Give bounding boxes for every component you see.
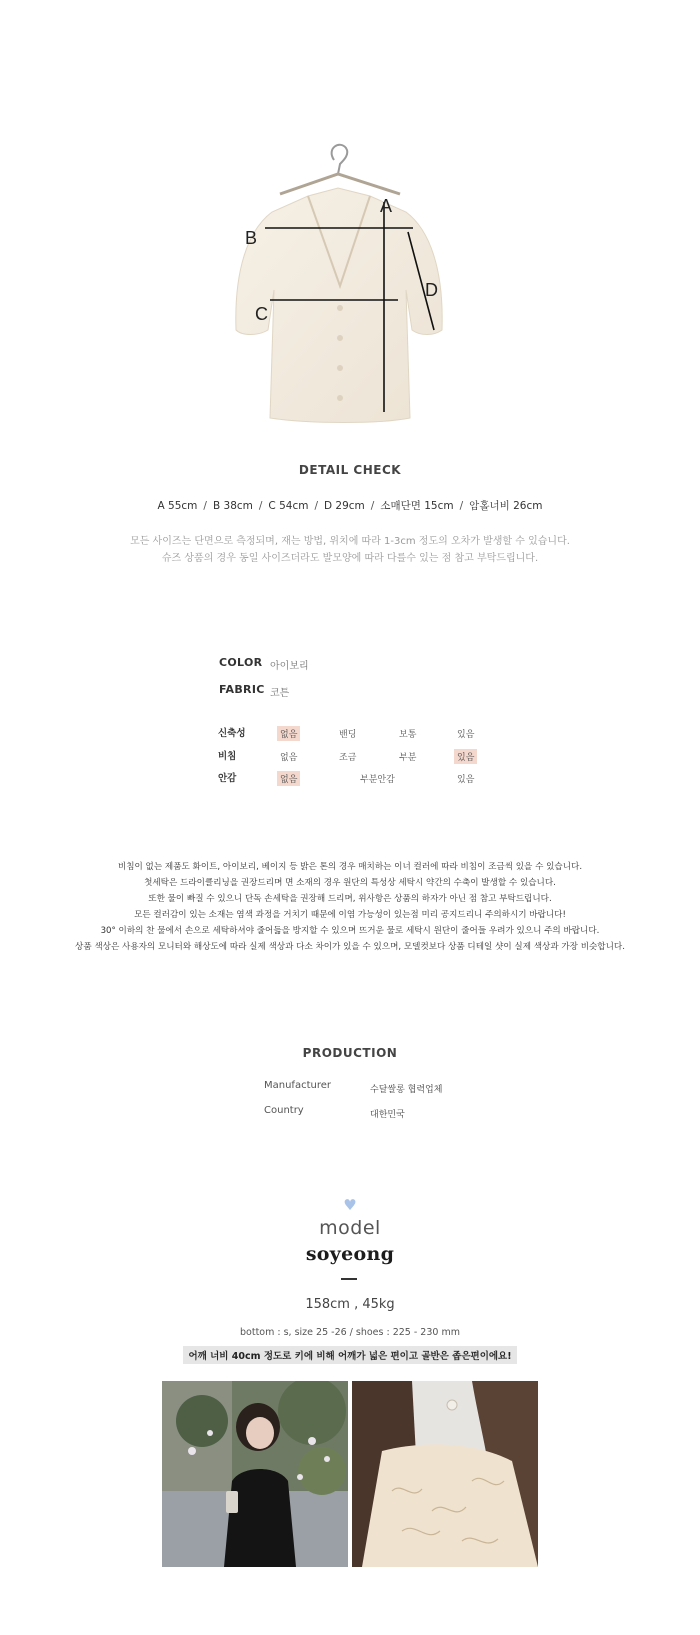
- care-line-6: 상품 색상은 사용자의 모니터와 해상도에 따라 실제 색상과 다소 차이가 있을 수 있으며, 모델컷보다 상품 디테일 샷이 실제 색상과 가장 비슷합니다.: [75, 942, 625, 952]
- attr-lining-partial: 부분안감: [360, 775, 395, 785]
- attr-label-stretch: 신축성: [218, 728, 246, 739]
- model-photo-outdoor: [162, 1381, 348, 1567]
- attr-label-sheer: 비침: [218, 751, 237, 762]
- attr-stretch-yes: 있음: [457, 730, 475, 740]
- attr-sheer-yes: 있음: [454, 749, 477, 764]
- model-photo-detail: [352, 1381, 538, 1567]
- model-divider: [341, 1278, 357, 1280]
- model-height-weight: 158cm , 45kg: [305, 1297, 395, 1312]
- measurement-d: D 29cm: [324, 500, 365, 512]
- separator: /: [203, 500, 207, 512]
- fabric-label: FABRIC: [219, 683, 265, 696]
- care-line-2: 첫세탁은 드라이클리닝을 권장드리며 면 소재의 경우 원단의 특성상 세탁시 약간의 수축이 발생할 수 있습니다.: [144, 878, 556, 888]
- measurement-sleeve: 소매단면 15cm: [380, 500, 454, 512]
- care-line-5: 30° 이하의 찬 물에서 손으로 세탁하셔야 줄어듦을 방지할 수 있으며 뜨거운 물로 세탁시 원단이 줄어들 우려가 있으니 주의 바랍니다.: [100, 926, 600, 936]
- attr-stretch-normal: 보통: [399, 730, 417, 740]
- care-line-4: 모든 컬러감이 있는 소재는 염색 과정을 거치기 때문에 이염 가능성이 있는점 미리 공지드리니 주의하시기 바랍니다!: [134, 910, 566, 920]
- separator: /: [370, 500, 375, 512]
- separator: /: [459, 500, 464, 512]
- attr-label-lining: 안감: [218, 773, 237, 784]
- color-value: 아이보리: [270, 661, 309, 672]
- attr-sheer-none: 없음: [280, 753, 298, 763]
- hanger-hook-icon: [332, 145, 348, 174]
- measurement-armhole: 암홀너비 26cm: [469, 500, 543, 512]
- model-name: soyeong: [305, 1243, 395, 1265]
- heart-icon: ♥: [343, 1196, 357, 1214]
- country-value: 대한민국: [370, 1110, 405, 1120]
- detail-check-title: DETAIL CHECK: [298, 463, 402, 477]
- separator: /: [258, 500, 263, 512]
- size-note-2: 슈즈 상품의 경우 동일 사이즈더라도 발모양에 따라 다를수 있는 점 참고 부탁드립니다.: [161, 553, 539, 564]
- measurement-line: [0, 498, 700, 513]
- production-title: PRODUCTION: [302, 1046, 398, 1060]
- care-line-3: 또한 물이 빠질 수 있으니 단독 손세탁을 권장해 드리며, 위사항은 상품의 하자가 아닌 점 참고 부탁드립니다.: [148, 894, 552, 904]
- fabric-value: 코튼: [270, 688, 290, 699]
- separator: /: [314, 500, 318, 512]
- attr-stretch-none: 없음: [277, 726, 300, 741]
- model-sizes: bottom : s, size 25 -26 / shoes : 225 - 230 mm: [240, 1327, 460, 1338]
- size-note-1: 모든 사이즈는 단면으로 측정되며, 재는 방법, 위치에 따라 1-3cm 정도의 오차가 발생할 수 있습니다.: [130, 536, 570, 547]
- manufacturer-label: Manufacturer: [264, 1080, 331, 1091]
- care-line-1: 비침이 없는 제품도 화이트, 아이보리, 베이지 등 밝은 톤의 경우 매치하는 이너 컬러에 따라 비침이 조금씩 있을 수 있습니다.: [117, 862, 583, 872]
- measurement-b: B 38cm: [212, 500, 253, 512]
- color-label: COLOR: [219, 656, 263, 669]
- model-note: 어깨 너비 40cm 정도로 키에 비해 어깨가 넓은 편이고 골반은 좁은편이에요!: [183, 1346, 516, 1364]
- measure-label-a: A: [380, 196, 393, 216]
- attr-sheer-little: 조금: [339, 753, 357, 763]
- measure-label-d: D: [425, 280, 438, 300]
- measure-label-b: B: [245, 228, 258, 248]
- attr-stretch-banding: 밴딩: [339, 730, 357, 740]
- attr-sheer-partial: 부분: [399, 753, 417, 763]
- measurement-c: C 54cm: [268, 500, 309, 512]
- country-label: Country: [264, 1105, 304, 1116]
- model-word: model: [319, 1217, 381, 1239]
- model-note-wrap: [0, 1344, 700, 1364]
- manufacturer-value: 수달쌀롱 협력업체: [370, 1085, 443, 1095]
- attr-lining-none: 없음: [277, 771, 300, 786]
- measure-label-c: C: [255, 304, 268, 324]
- attr-lining-yes: 있음: [457, 775, 475, 785]
- measurement-a: A 55cm: [157, 500, 198, 512]
